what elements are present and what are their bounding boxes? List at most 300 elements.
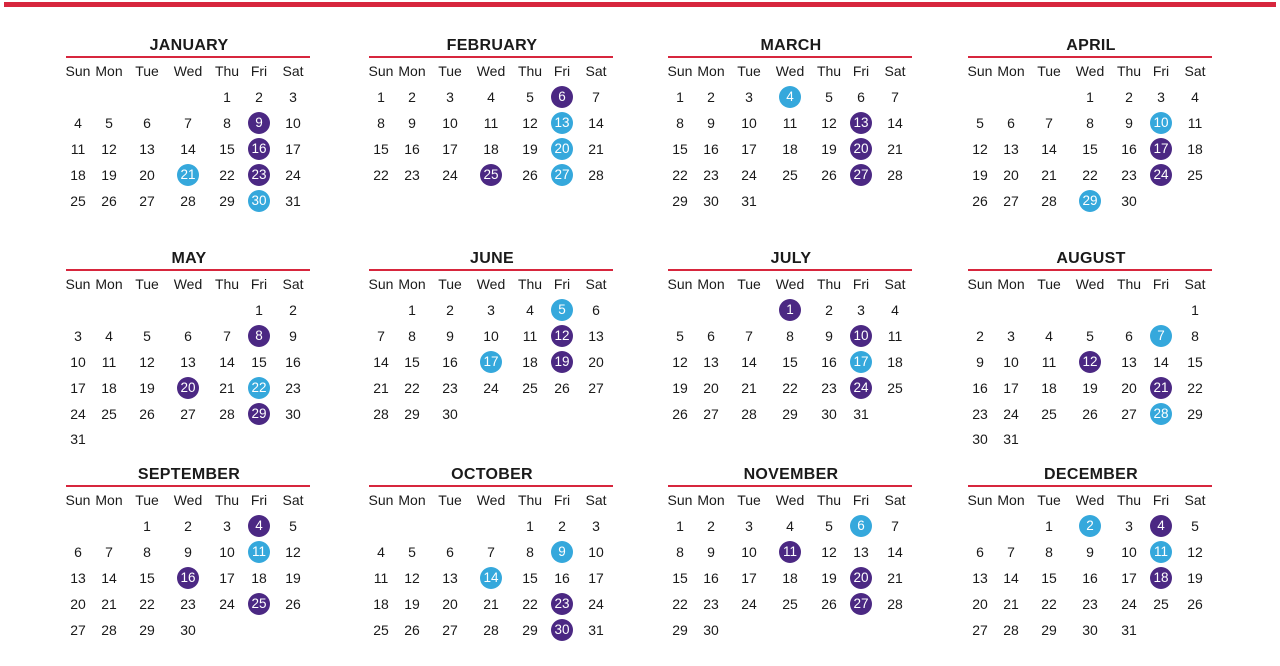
week-row	[668, 617, 914, 643]
day-cell	[244, 402, 274, 426]
day-cell	[244, 137, 274, 161]
weekday-label: Sat	[282, 276, 304, 292]
empty-day-cell	[1146, 298, 1176, 322]
day-cell: 1	[676, 88, 684, 105]
day-cell: 4	[526, 301, 534, 318]
day-cell	[846, 350, 876, 374]
weekday-label: Sat	[884, 63, 906, 79]
day-cell: 8	[786, 327, 794, 344]
day-cell: 2	[558, 517, 566, 534]
weekday-label: Fri	[250, 63, 268, 79]
day-cell	[1146, 566, 1176, 590]
weekday-label: Sun	[667, 492, 693, 508]
day-cell: 4	[487, 88, 495, 105]
week-row	[66, 591, 312, 617]
day-cell: 2	[255, 88, 263, 105]
day-cell: 5	[1086, 327, 1094, 344]
day-cell: 13	[442, 569, 458, 586]
day-cell: 5	[105, 114, 113, 131]
weekday-label: Sat	[585, 492, 607, 508]
weekday-label: Thu	[816, 63, 842, 79]
day-cell: 26	[1187, 595, 1203, 612]
day-cell: 14	[887, 114, 903, 131]
empty-day-cell	[431, 514, 469, 538]
day-cell: 1	[223, 88, 231, 105]
week-row	[369, 401, 615, 427]
day-cell: 7	[487, 543, 495, 560]
weekday-label: Sat	[884, 492, 906, 508]
empty-day-cell	[128, 298, 166, 322]
weekday-label: Mon	[997, 63, 1025, 79]
day-cell: 14	[1153, 353, 1169, 370]
day-cell	[1146, 514, 1176, 538]
day-cell: 3	[1125, 517, 1133, 534]
day-cell: 20	[703, 379, 719, 396]
weekday-label: Sat	[1184, 492, 1206, 508]
empty-day-cell	[547, 402, 577, 426]
day-cell: 25	[1187, 166, 1203, 183]
day-cell: 18	[1041, 379, 1057, 396]
day-cell: 27	[588, 379, 604, 396]
week-row	[66, 617, 312, 643]
empty-day-cell	[876, 189, 914, 213]
day-cell: 17	[219, 569, 235, 586]
weekday-label: Tue	[135, 63, 159, 79]
week-row	[968, 84, 1214, 110]
empty-day-cell	[1030, 298, 1068, 322]
empty-day-cell	[1146, 189, 1176, 213]
empty-day-cell	[90, 85, 128, 109]
day-cell: 3	[592, 517, 600, 534]
day-cell: 16	[972, 379, 988, 396]
weekday-label: Tue	[438, 63, 462, 79]
day-cell: 10	[741, 114, 757, 131]
purple-marked-day: 13	[850, 112, 872, 134]
weekday-label: Thu	[214, 492, 240, 508]
day-cell: 11	[522, 327, 538, 344]
day-cell: 5	[825, 88, 833, 105]
week-row	[369, 513, 615, 539]
week-row	[66, 401, 312, 427]
weekday-label: Sun	[65, 276, 91, 292]
weekday-header-row	[369, 58, 615, 84]
purple-marked-day: 27	[850, 164, 872, 186]
day-cell: 15	[1041, 569, 1057, 586]
day-cell: 10	[442, 114, 458, 131]
week-row	[66, 565, 312, 591]
day-cell: 18	[1187, 140, 1203, 157]
day-cell: 17	[1003, 379, 1019, 396]
month-december	[968, 465, 1214, 642]
day-cell	[846, 111, 876, 135]
empty-day-cell	[768, 189, 812, 213]
purple-marked-day: 25	[248, 593, 270, 615]
day-cell: 6	[707, 327, 715, 344]
day-cell: 15	[404, 353, 420, 370]
day-cell	[1146, 324, 1176, 348]
day-cell	[1146, 137, 1176, 161]
month-september	[66, 465, 312, 642]
weekday-label: Thu	[816, 276, 842, 292]
day-cell: 10	[741, 543, 757, 560]
purple-marked-day: 16	[248, 138, 270, 160]
day-cell: 26	[821, 166, 837, 183]
day-cell: 17	[70, 379, 86, 396]
weekday-label: Thu	[1116, 492, 1142, 508]
week-row	[66, 297, 312, 323]
weekday-label: Fri	[1152, 63, 1170, 79]
day-cell: 23	[703, 595, 719, 612]
day-cell: 18	[782, 569, 798, 586]
weekday-label: Mon	[697, 276, 725, 292]
weekday-label: Sat	[585, 63, 607, 79]
day-cell: 3	[446, 88, 454, 105]
empty-day-cell	[274, 427, 312, 451]
day-cell: 26	[1082, 405, 1098, 422]
blue-marked-day: 22	[248, 377, 270, 399]
day-cell: 22	[522, 595, 538, 612]
week-row	[668, 401, 914, 427]
day-cell: 12	[972, 140, 988, 157]
weekday-label: Tue	[1037, 276, 1061, 292]
weekday-label: Thu	[214, 276, 240, 292]
empty-day-cell	[730, 618, 768, 642]
day-cell: 12	[404, 569, 420, 586]
day-cell	[846, 592, 876, 616]
day-cell	[547, 111, 577, 135]
month-title: NOVEMBER	[743, 466, 839, 483]
purple-marked-day: 4	[248, 515, 270, 537]
week-row	[668, 162, 914, 188]
empty-day-cell	[393, 514, 431, 538]
week-row	[668, 297, 914, 323]
day-cell: 15	[672, 569, 688, 586]
day-cell: 11	[373, 569, 389, 586]
month-title: SEPTEMBER	[137, 466, 241, 483]
day-cell: 7	[891, 88, 899, 105]
day-cell: 29	[219, 192, 235, 209]
week-row	[66, 84, 312, 110]
month-november	[668, 465, 914, 642]
empty-day-cell	[1030, 85, 1068, 109]
day-cell: 5	[408, 543, 416, 560]
week-row	[668, 375, 914, 401]
day-cell: 22	[1082, 166, 1098, 183]
day-cell: 7	[1007, 543, 1015, 560]
purple-marked-day: 8	[248, 325, 270, 347]
day-cell: 30	[1121, 192, 1137, 209]
blue-marked-day: 14	[480, 567, 502, 589]
weekday-label: Fri	[553, 276, 571, 292]
weekday-label: Mon	[95, 276, 123, 292]
day-cell: 5	[976, 114, 984, 131]
day-cell: 15	[219, 140, 235, 157]
day-cell: 8	[223, 114, 231, 131]
day-cell: 21	[483, 595, 499, 612]
day-cell: 23	[404, 166, 420, 183]
day-cell: 6	[592, 301, 600, 318]
day-cell	[244, 111, 274, 135]
day-cell: 24	[70, 405, 86, 422]
weekday-label: Tue	[1037, 63, 1061, 79]
day-cell: 22	[1187, 379, 1203, 396]
week-row	[968, 110, 1214, 136]
day-cell: 23	[180, 595, 196, 612]
day-cell: 29	[1041, 621, 1057, 638]
day-cell: 1	[143, 517, 151, 534]
day-cell: 20	[1003, 166, 1019, 183]
week-row	[968, 349, 1214, 375]
day-cell: 13	[588, 327, 604, 344]
day-cell: 18	[782, 140, 798, 157]
day-cell: 9	[825, 327, 833, 344]
blue-marked-day: 10	[1150, 112, 1172, 134]
day-cell	[846, 163, 876, 187]
day-cell: 25	[887, 379, 903, 396]
day-cell: 5	[825, 517, 833, 534]
day-cell: 14	[588, 114, 604, 131]
purple-marked-day: 27	[850, 593, 872, 615]
day-cell: 5	[1191, 517, 1199, 534]
purple-marked-day: 29	[248, 403, 270, 425]
week-row	[66, 426, 312, 452]
empty-day-cell	[730, 298, 768, 322]
month-may	[66, 249, 312, 452]
week-row	[668, 323, 914, 349]
weekday-label: Sat	[1184, 276, 1206, 292]
week-row	[968, 162, 1214, 188]
empty-day-cell	[668, 298, 692, 322]
empty-day-cell	[90, 514, 128, 538]
weekday-label: Tue	[135, 276, 159, 292]
week-row	[668, 565, 914, 591]
day-cell: 25	[782, 166, 798, 183]
day-cell: 10	[70, 353, 86, 370]
day-cell: 21	[373, 379, 389, 396]
empty-day-cell	[1030, 427, 1068, 451]
day-cell: 31	[285, 192, 301, 209]
day-cell: 29	[522, 621, 538, 638]
weekday-header-row	[968, 271, 1214, 297]
day-cell: 17	[285, 140, 301, 157]
week-row	[968, 426, 1214, 452]
day-cell: 28	[101, 621, 117, 638]
day-cell: 7	[377, 327, 385, 344]
day-cell	[846, 137, 876, 161]
day-cell: 19	[821, 140, 837, 157]
day-cell: 31	[853, 405, 869, 422]
weekday-label: Tue	[438, 276, 462, 292]
day-cell	[244, 592, 274, 616]
day-cell	[547, 324, 577, 348]
day-cell	[166, 163, 210, 187]
blue-marked-day: 11	[1150, 541, 1172, 563]
blue-marked-day: 6	[850, 515, 872, 537]
day-cell: 4	[786, 517, 794, 534]
day-cell: 24	[741, 595, 757, 612]
weekday-label: Fri	[852, 276, 870, 292]
empty-day-cell	[1112, 298, 1146, 322]
day-cell: 29	[1187, 405, 1203, 422]
day-cell: 28	[373, 405, 389, 422]
day-cell: 6	[143, 114, 151, 131]
week-row	[668, 188, 914, 214]
day-cell	[768, 85, 812, 109]
day-cell: 6	[857, 88, 865, 105]
day-cell: 20	[139, 166, 155, 183]
day-cell: 25	[1041, 405, 1057, 422]
week-row	[668, 136, 914, 162]
day-cell: 23	[442, 379, 458, 396]
weekday-label: Fri	[1152, 276, 1170, 292]
empty-day-cell	[90, 427, 128, 451]
day-cell: 16	[442, 353, 458, 370]
day-cell: 22	[1041, 595, 1057, 612]
day-cell: 11	[1187, 114, 1203, 131]
day-cell: 27	[180, 405, 196, 422]
purple-marked-day: 10	[850, 325, 872, 347]
weekday-label: Sun	[967, 63, 993, 79]
day-cell: 29	[672, 621, 688, 638]
weekday-header-row	[668, 271, 914, 297]
day-cell: 30	[703, 621, 719, 638]
blue-marked-day: 29	[1079, 190, 1101, 212]
day-cell: 9	[1086, 543, 1094, 560]
day-cell: 19	[1082, 379, 1098, 396]
month-title: MARCH	[760, 37, 822, 54]
day-cell: 4	[1045, 327, 1053, 344]
day-cell	[244, 189, 274, 213]
weekday-label: Mon	[997, 276, 1025, 292]
day-cell: 9	[976, 353, 984, 370]
day-cell: 17	[442, 140, 458, 157]
day-cell: 10	[219, 543, 235, 560]
week-row	[66, 110, 312, 136]
day-cell	[244, 376, 274, 400]
empty-day-cell	[274, 618, 312, 642]
purple-marked-day: 23	[248, 164, 270, 186]
day-cell: 30	[442, 405, 458, 422]
empty-day-cell	[166, 427, 210, 451]
day-cell: 19	[522, 140, 538, 157]
day-cell: 7	[105, 543, 113, 560]
weekday-label: Sun	[667, 276, 693, 292]
day-cell: 7	[745, 327, 753, 344]
blue-marked-day: 5	[551, 299, 573, 321]
empty-day-cell	[992, 298, 1030, 322]
weekday-label: Fri	[553, 492, 571, 508]
day-cell: 8	[1191, 327, 1199, 344]
day-cell: 9	[408, 114, 416, 131]
weekday-header-row	[968, 58, 1214, 84]
empty-day-cell	[369, 298, 393, 322]
day-cell	[469, 350, 513, 374]
purple-marked-day: 25	[480, 164, 502, 186]
day-cell: 21	[1003, 595, 1019, 612]
day-cell: 25	[70, 192, 86, 209]
day-cell: 10	[1121, 543, 1137, 560]
day-cell: 24	[219, 595, 235, 612]
day-cell: 14	[180, 140, 196, 157]
weekday-label: Sun	[967, 492, 993, 508]
week-row	[968, 323, 1214, 349]
day-cell: 18	[373, 595, 389, 612]
day-cell: 1	[526, 517, 534, 534]
day-cell: 31	[70, 431, 86, 448]
day-cell: 27	[972, 621, 988, 638]
week-row	[66, 323, 312, 349]
month-march	[668, 36, 914, 213]
day-cell: 21	[887, 569, 903, 586]
day-cell: 8	[526, 543, 534, 560]
weekday-header-row	[369, 271, 615, 297]
month-title: JULY	[770, 250, 812, 267]
day-cell	[547, 163, 577, 187]
purple-marked-day: 16	[177, 567, 199, 589]
weekday-header-row	[369, 487, 615, 513]
day-cell: 23	[1121, 166, 1137, 183]
day-cell: 3	[1007, 327, 1015, 344]
day-cell: 4	[891, 301, 899, 318]
empty-day-cell	[369, 514, 393, 538]
day-cell: 20	[70, 595, 86, 612]
day-cell	[768, 298, 812, 322]
weekday-label: Sat	[884, 276, 906, 292]
day-cell: 3	[487, 301, 495, 318]
day-cell: 24	[1003, 405, 1019, 422]
day-cell: 28	[588, 166, 604, 183]
day-cell: 4	[377, 543, 385, 560]
purple-marked-day: 20	[850, 567, 872, 589]
day-cell: 30	[972, 431, 988, 448]
day-cell: 6	[1125, 327, 1133, 344]
day-cell	[244, 324, 274, 348]
day-cell: 25	[522, 379, 538, 396]
day-cell: 7	[891, 517, 899, 534]
weekday-label: Sun	[65, 63, 91, 79]
day-cell: 14	[741, 353, 757, 370]
day-cell: 26	[972, 192, 988, 209]
month-october	[369, 465, 615, 642]
day-cell: 10	[285, 114, 301, 131]
blue-marked-day: 28	[1150, 403, 1172, 425]
day-cell: 27	[703, 405, 719, 422]
day-cell: 1	[676, 517, 684, 534]
weekday-label: Tue	[1037, 492, 1061, 508]
week-row	[968, 297, 1214, 323]
day-cell: 19	[139, 379, 155, 396]
day-cell	[1068, 350, 1112, 374]
day-cell	[166, 566, 210, 590]
day-cell: 1	[255, 301, 263, 318]
day-cell: 26	[139, 405, 155, 422]
weekday-label: Wed	[173, 276, 203, 292]
day-cell	[547, 540, 577, 564]
day-cell: 26	[672, 405, 688, 422]
weekday-label: Thu	[1116, 276, 1142, 292]
day-cell: 16	[821, 353, 837, 370]
day-cell: 26	[554, 379, 570, 396]
purple-marked-day: 23	[551, 593, 573, 615]
day-cell: 19	[285, 569, 301, 586]
day-cell: 10	[1003, 353, 1019, 370]
day-cell: 1	[1191, 301, 1199, 318]
weekday-label: Sat	[282, 63, 304, 79]
day-cell: 26	[285, 595, 301, 612]
day-cell: 29	[139, 621, 155, 638]
weekday-label: Thu	[1116, 63, 1142, 79]
empty-day-cell	[210, 298, 244, 322]
